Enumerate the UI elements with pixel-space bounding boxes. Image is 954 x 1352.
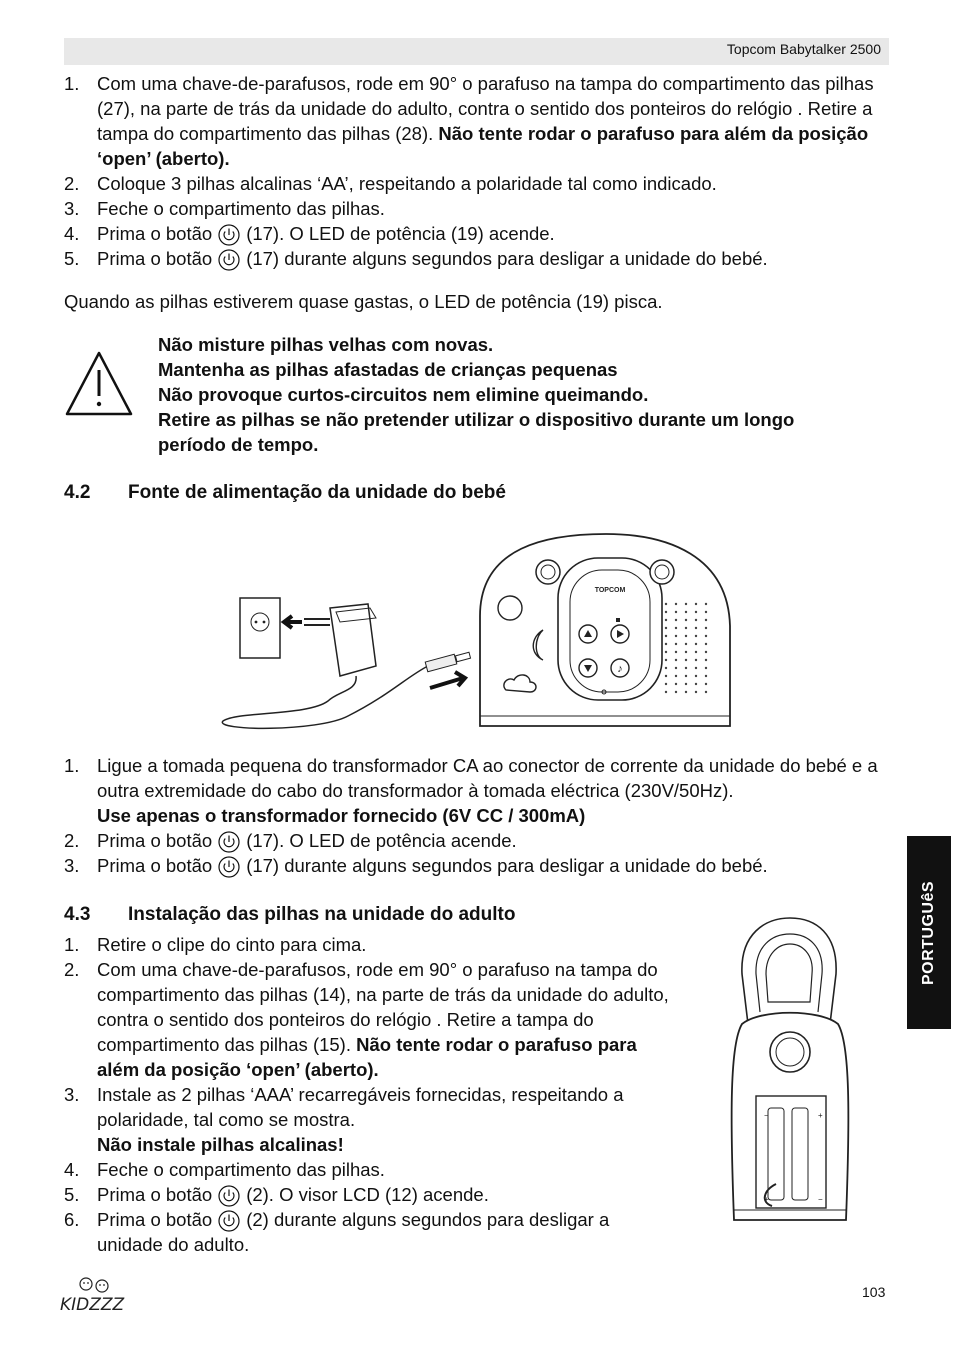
svg-text:−: − bbox=[818, 1195, 823, 1204]
list-item: 1. Retire o clipe do cinto para cima. bbox=[64, 934, 367, 955]
logo-text: KIDZZZ bbox=[60, 1295, 125, 1315]
power-icon bbox=[218, 1210, 240, 1232]
list-item: 3. Feche o compartimento das pilhas. bbox=[64, 198, 385, 219]
list-item: 2. Prima o botão (17). O LED de potência acende. bbox=[64, 830, 517, 851]
battery-steps-list bbox=[64, 71, 889, 271]
list-item: 2. Coloque 3 pilhas alcalinas ‘AA’, respeitando a polaridade tal como indicado. bbox=[64, 173, 717, 194]
list-item: 6. Prima o botão (2) durante alguns segundos para desligar a unidade do adulto. bbox=[64, 1209, 610, 1255]
list-item: 1. Ligue a tomada pequena do transformador CA ao conector de corrente da unidade do bebé e a outra extremidade do cabo do transformador à tomada eléctrica (230V/50Hz). Use apenas o transformador fornecido (6V CC / 300mA) bbox=[64, 755, 878, 826]
list-item: 5. Prima o botão (17) durante alguns segundos para desligar a unidade do bebé. bbox=[64, 248, 768, 269]
svg-text:♪: ♪ bbox=[617, 663, 623, 675]
list-item: 2. Com uma chave-de-parafusos, rode em 90° o parafuso na tampa do compartimento das pilhas (14), na parte de trás da unidade do adulto, contra o sentido dos ponteiros do relógio . Retire a tampa do compartimento das pilhas (15). Não tente rodar o parafuso para além da posição ‘open’ (aberto). bbox=[64, 959, 669, 1080]
list-item: 3. Instale as 2 pilhas ‘AAA’ recarregáveis fornecidas, respeitando a polaridade, tal como se mostra. Não instale pilhas alcalinas! bbox=[64, 1084, 624, 1155]
warning-icon bbox=[64, 350, 134, 418]
kidzzz-logo bbox=[56, 1272, 136, 1316]
language-side-tab: PORTUGUêS bbox=[907, 836, 951, 1029]
power-icon bbox=[218, 856, 240, 878]
power-icon bbox=[218, 831, 240, 853]
list-item: 4. Prima o botão (17). O LED de potência (19) acende. bbox=[64, 223, 555, 244]
header-title: Topcom Babytalker 2500 bbox=[726, 41, 881, 57]
list-item: 5. Prima o botão (2). O visor LCD (12) acende. bbox=[64, 1184, 489, 1205]
warning-text: Não misture pilhas velhas com novas. Mantenha as pilhas afastadas de crianças pequenas Não provoque curtos-circuitos nem elimine queimando. Retire as pilhas se não pretender utilizar o dispositivo durante um longo período de tempo. bbox=[158, 334, 795, 455]
svg-text:+: + bbox=[818, 1111, 823, 1120]
svg-text:+: + bbox=[764, 1195, 769, 1204]
list-item: 4. Feche o compartimento das pilhas. bbox=[64, 1159, 385, 1180]
section-heading-4-2: 4.2 Fonte de alimentação da unidade do bebé bbox=[64, 482, 506, 503]
baby-unit-brand: TOPCOM bbox=[594, 587, 626, 594]
power-icon bbox=[218, 224, 240, 246]
power-supply-steps-list bbox=[64, 753, 889, 878]
baby-unit-power-illustration bbox=[218, 526, 734, 732]
parent-unit-battery-steps-list bbox=[64, 932, 679, 1257]
list-item: 3. Prima o botão (17) durante alguns segundos para desligar a unidade do bebé. bbox=[64, 855, 768, 876]
svg-text:−: − bbox=[764, 1111, 769, 1120]
page-number: 103 bbox=[862, 1284, 886, 1300]
power-icon bbox=[218, 1185, 240, 1207]
section-heading-4-3: 4.3 Instalação das pilhas na unidade do adulto bbox=[64, 904, 516, 925]
power-icon bbox=[218, 249, 240, 271]
parent-unit-battery-illustration bbox=[720, 914, 860, 1232]
list-item: 1. Com uma chave-de-parafusos, rode em 90° o parafuso na tampa do compartimento das pilhas (27), na parte de trás da unidade do adulto, contra o sentido dos ponteiros do relógio . Retire a tampa do compartimento das pilhas (28). Não tente rodar o parafuso para além da posição ‘open’ (aberto). bbox=[64, 73, 874, 169]
low-battery-note: Quando as pilhas estiverem quase gastas, o LED de potência (19) pisca. bbox=[64, 291, 663, 312]
page-header bbox=[64, 38, 889, 65]
